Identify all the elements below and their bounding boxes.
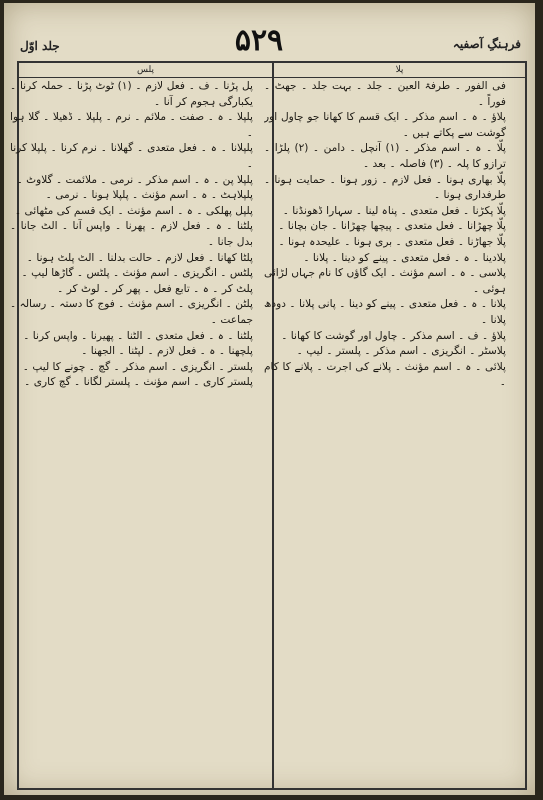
dictionary-entry: پلٹن ۔ انگریزی ۔ اسم مؤنث ۔ فوج کا دستہ ۔ رسالہ ۔ جماعت ۔ bbox=[10, 298, 253, 326]
dictionary-entry: پلانا ۔ ہ ۔ فعل متعدی ۔ پینے کو دینا ۔ پانی پلانا ۔ دودھ پلانا ۔ bbox=[264, 298, 506, 326]
dictionary-entry: پلائی ۔ ہ ۔ اسم مؤنث ۔ پلانے کی اجرت ۔ پلانے کا کام ۔ bbox=[264, 360, 506, 389]
dictionary-entry: فی الفور ۔ طرفۃ العین ۔ جلد ۔ بہت جلد ۔ جھٹ ۔ فوراً ۔ bbox=[264, 80, 506, 108]
dictionary-entry: پلّا چھڑانا ۔ فعل متعدی ۔ پیچھا چھڑانا ۔ جان بچانا ۔ bbox=[278, 220, 506, 233]
dictionary-entry: پلپلا پن ۔ ہ ۔ اسم مذکر ۔ نرمی ۔ ملائمت ۔ گلاوٹ ۔ bbox=[16, 173, 253, 186]
dictionary-entry: پلپلانا ۔ ہ ۔ فعل متعدی ۔ گھلانا ۔ نرم کرنا ۔ پلپلا کرنا ۔ bbox=[10, 142, 253, 170]
dictionary-entry: پلادینا ۔ ہ ۔ فعل متعدی ۔ پینے کو دینا ۔ پلانا ۔ bbox=[303, 251, 506, 264]
left-column-heading: پلس bbox=[137, 65, 154, 75]
page-header bbox=[4, 3, 535, 58]
dictionary-entry: پلپلا ۔ ہ ۔ صفت ۔ ملائم ۔ نرم ۔ پلپلا ۔ ڈھیلا ۔ گلا ہوا ۔ bbox=[10, 111, 253, 139]
dictionary-entry: پلپل پھلکی ۔ ہ ۔ اسم مؤنث ۔ ایک قسم کی مٹھائی ۔ bbox=[14, 204, 253, 217]
dictionary-entry: پلستر کاری ۔ اسم مؤنث ۔ پلستر لگانا ۔ گچ کاری ۔ bbox=[24, 376, 253, 389]
right-column-heading: پلا bbox=[395, 65, 404, 75]
dictionary-entry: پل پڑنا ۔ ف ۔ فعل لازم ۔ (۱) ٹوٹ پڑنا ۔ حملہ کرنا ۔ یکبارگی ہجوم کر آنا ۔ bbox=[10, 80, 253, 108]
dictionary-entry: پلّا ۔ ہ ۔ اسم مذکر ۔ (۱) آنچل ۔ دامن ۔ (۲) پلڑا ۔ ترازو کا پلہ ۔ (۳) فاصلہ ۔ بعد ۔ bbox=[264, 142, 506, 170]
volume-label: جلد اوّل bbox=[20, 39, 60, 53]
dictionary-entry: پلاؤ ۔ ف ۔ اسم مذکر ۔ چاول اور گوشت کا کھانا ۔ bbox=[281, 329, 506, 342]
dictionary-entry: پلٹنا ۔ ہ ۔ فعل لازم ۔ پھرنا ۔ واپس آنا ۔ الٹ جانا ۔ بدل جانا ۔ bbox=[10, 220, 253, 248]
page-number: ۵۲۹ bbox=[234, 23, 284, 58]
book-title: فرہنگِ آصفیہ bbox=[452, 37, 521, 51]
dictionary-entry: پلچھنا ۔ ہ ۔ فعل لازم ۔ لپٹنا ۔ الجھنا ۔ bbox=[81, 345, 253, 358]
left-column bbox=[10, 79, 253, 781]
dictionary-entry: پلٹ کر ۔ ہ ۔ تابع فعل ۔ پھر کر ۔ لوٹ کر ۔ bbox=[57, 282, 253, 295]
dictionary-entry: پلّا جھاڑنا ۔ فعل متعدی ۔ بری ہونا ۔ علیحدہ ہونا ۔ bbox=[278, 235, 506, 248]
dictionary-entry: پلاسی ۔ ہ ۔ اسم مؤنث ۔ ایک گاؤں کا نام جہاں لڑائی ہوئی ۔ bbox=[264, 267, 506, 295]
dictionary-page bbox=[4, 3, 535, 795]
dictionary-entry: پلٹا کھانا ۔ فعل لازم ۔ حالت بدلنا ۔ الٹ پلٹ ہونا ۔ bbox=[26, 251, 253, 264]
dictionary-entry: پلپلاہٹ ۔ ہ ۔ اسم مؤنث ۔ پلپلا ہونا ۔ نرمی ۔ bbox=[45, 189, 253, 202]
right-column bbox=[264, 79, 506, 781]
dictionary-entry: پلٹس ۔ انگریزی ۔ اسم مؤنث ۔ پلٹس ۔ گاڑھا لیپ ۔ bbox=[21, 267, 253, 280]
dictionary-entry: پلستر ۔ انگریزی ۔ اسم مذکر ۔ گچ ۔ چونے کا لیپ ۔ bbox=[22, 360, 253, 373]
dictionary-entry: پلاؤ ۔ ہ ۔ اسم مذکر ۔ ایک قسم کا کھانا جو چاول اور گوشت سے پکاتے ہیں ۔ bbox=[264, 111, 506, 139]
dictionary-entry: پلّا بھاری ہونا ۔ فعل لازم ۔ زور ہونا ۔ حمایت ہونا ۔ طرفداری ہونا ۔ bbox=[264, 173, 506, 202]
dictionary-entry: پلّا پکڑنا ۔ فعل متعدی ۔ پناہ لینا ۔ سہارا ڈھونڈنا ۔ bbox=[282, 204, 506, 217]
dictionary-entry: پلٹنا ۔ ہ ۔ فعل متعدی ۔ الٹنا ۔ پھیرنا ۔ واپس کرنا ۔ bbox=[23, 329, 253, 342]
dictionary-entry: پلاسٹر ۔ انگریزی ۔ اسم مذکر ۔ پلستر ۔ لیپ ۔ bbox=[296, 345, 506, 358]
